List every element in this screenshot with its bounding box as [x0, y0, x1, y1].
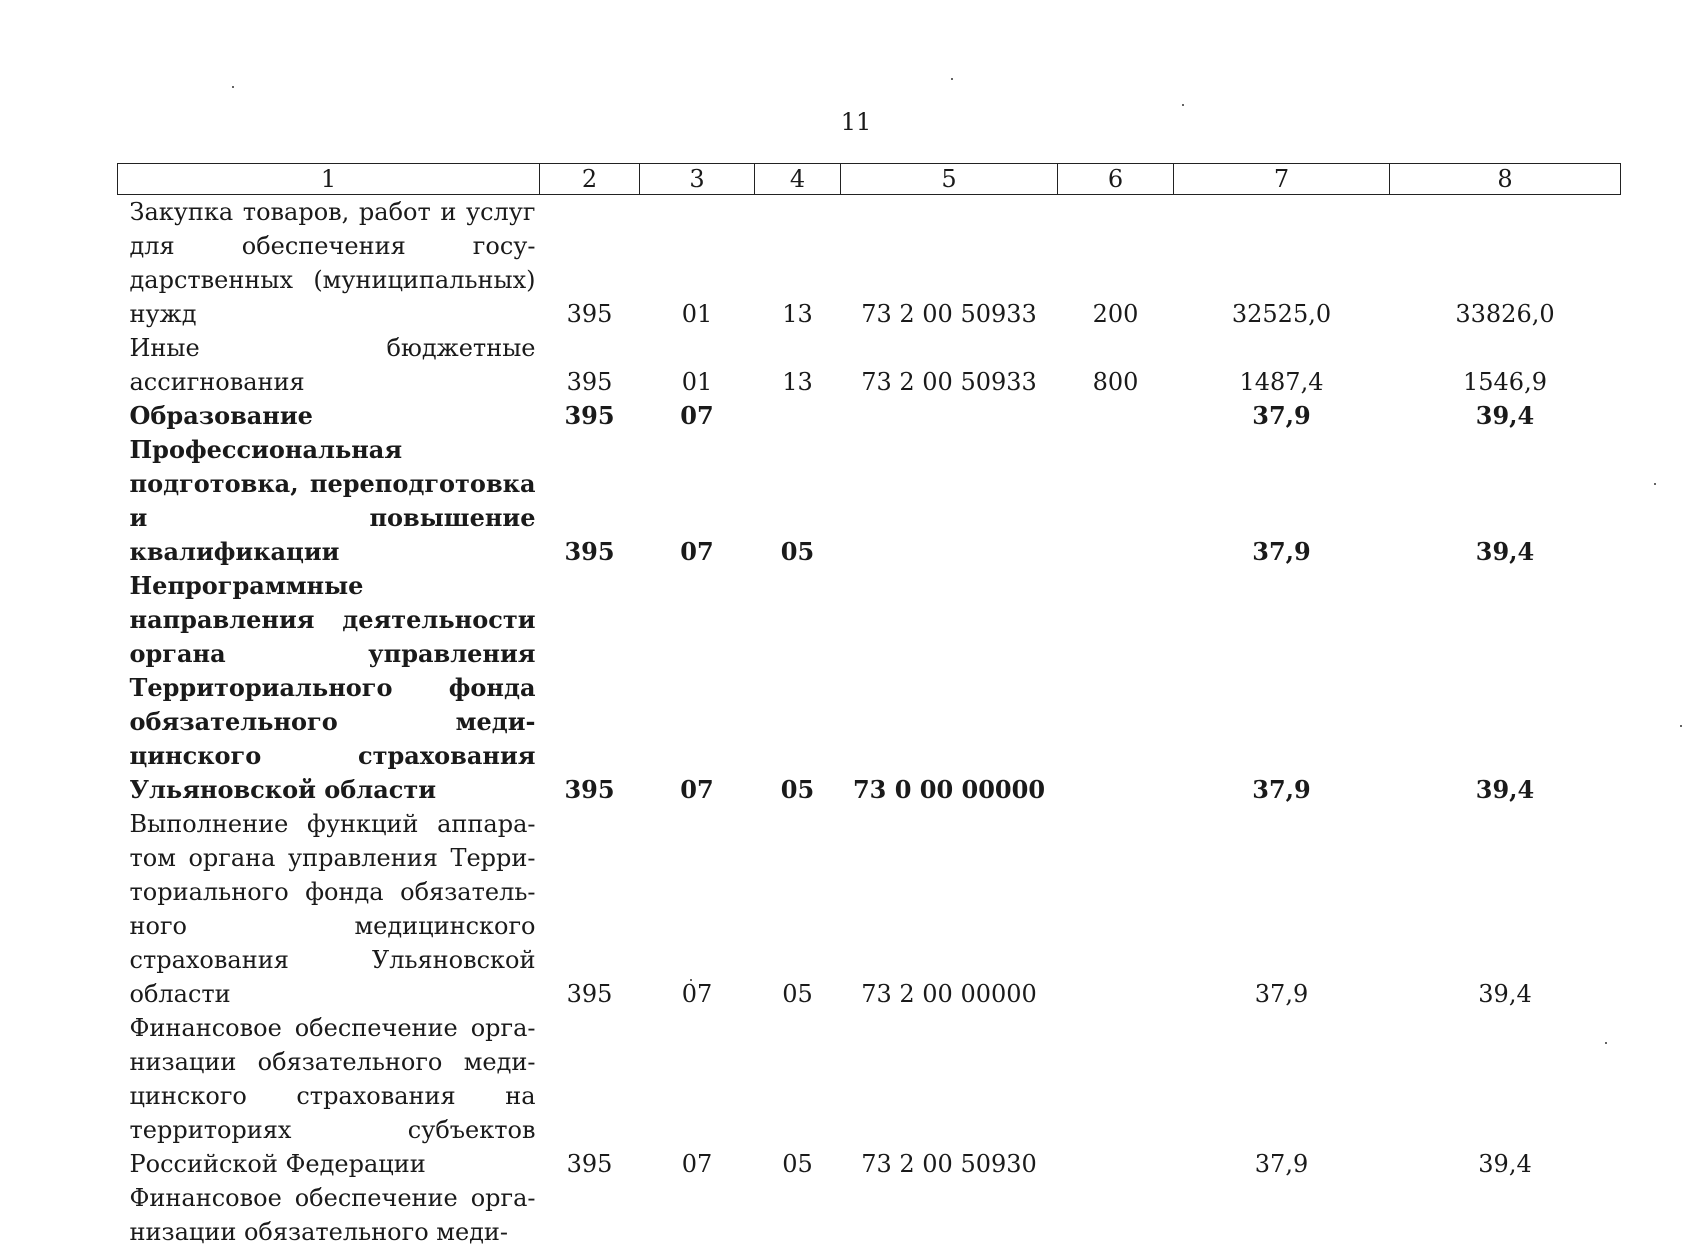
scan-speck — [1680, 725, 1682, 727]
row-cell — [540, 1181, 640, 1249]
row-cell — [1058, 399, 1174, 433]
row-cell: 39,4 — [1475, 775, 1535, 804]
row-cell: 395 — [566, 1150, 613, 1178]
row-cell: 01 — [681, 368, 713, 396]
row-cell: 395 — [564, 401, 615, 430]
row-cell: 1487,4 — [1239, 368, 1324, 396]
scan-speck — [1654, 483, 1656, 485]
row-cell — [1174, 1181, 1390, 1249]
row-cell: 07 — [680, 537, 714, 566]
table-row — [118, 399, 1621, 433]
row-cell: 05 — [780, 775, 815, 804]
row-cell: 37,9 — [1254, 980, 1309, 1008]
row-cell — [1058, 1011, 1174, 1181]
row-cell: 73 2 00 50930 — [861, 1150, 1037, 1178]
row-name: Закупка товаров, работ и услуг для обеспечения государственных (муниципальных) нужд — [129, 198, 536, 328]
column-header: 1 — [118, 164, 540, 195]
table-row — [118, 195, 1621, 332]
row-cell: 73 2 00 50933 — [861, 300, 1037, 328]
row-cell: 395 — [564, 775, 615, 804]
column-header: 6 — [1058, 164, 1174, 195]
row-cell: 37,9 — [1254, 1150, 1309, 1178]
row-cell: 07 — [680, 775, 714, 804]
row-cell: 39,4 — [1475, 401, 1535, 430]
row-cell: 395 — [566, 980, 613, 1008]
row-cell: 395 — [564, 537, 615, 566]
row-cell — [1390, 1181, 1621, 1249]
row-cell: 800 — [1092, 368, 1139, 396]
row-cell: 13 — [782, 368, 813, 396]
table-row — [118, 331, 1621, 399]
row-cell — [755, 399, 841, 433]
row-cell — [841, 433, 1058, 569]
row-cell: 37,9 — [1252, 775, 1311, 804]
row-cell: 73 2 00 00000 — [861, 980, 1037, 1008]
row-cell — [841, 1181, 1058, 1249]
table-row — [118, 569, 1621, 807]
row-name: Финансовое обеспечение организации обязательного медицинского страхования на территориях субъектов Российской Федерации — [129, 1014, 536, 1178]
scan-speck — [951, 78, 953, 80]
table-row — [118, 1181, 1621, 1249]
row-cell — [841, 399, 1058, 433]
row-cell: 05 — [782, 1150, 813, 1178]
row-cell: 05 — [780, 537, 815, 566]
column-header: 2 — [540, 164, 640, 195]
table-row — [118, 807, 1621, 1011]
row-cell: 200 — [1092, 300, 1139, 328]
row-cell — [640, 1181, 755, 1249]
scan-speck — [1182, 104, 1184, 106]
row-cell: 32525,0 — [1231, 300, 1332, 328]
row-cell: 73 0 00 00000 — [852, 775, 1046, 804]
row-cell: 395 — [566, 368, 613, 396]
row-name: Профессиональная подготовка, переподготовка и повышение квалификации — [129, 435, 536, 566]
row-cell: 01 — [681, 300, 713, 328]
row-cell: 39,4 — [1478, 1150, 1532, 1178]
row-cell: 07 — [681, 1150, 713, 1178]
column-header: 3 — [640, 164, 755, 195]
row-cell: 37,9 — [1252, 401, 1311, 430]
page-number: 11 — [840, 108, 872, 136]
row-cell — [1058, 1181, 1174, 1249]
table-row — [118, 433, 1621, 569]
column-header: 7 — [1174, 164, 1390, 195]
row-cell: 05 — [782, 980, 813, 1008]
row-cell: 37,9 — [1252, 537, 1311, 566]
row-name: Образование — [129, 401, 313, 430]
scan-speck — [232, 86, 234, 88]
row-name: Непрограммные направления деятельности органа управления Территориального фонда обязательного медицинского страхования Ульяновской области — [129, 571, 536, 804]
budget-table — [117, 163, 1621, 1249]
row-cell — [1058, 569, 1174, 807]
row-cell: 33826,0 — [1455, 300, 1555, 328]
column-header: 4 — [755, 164, 841, 195]
row-cell: 73 2 00 50933 — [861, 368, 1037, 396]
row-cell: 13 — [782, 300, 813, 328]
column-header: 5 — [841, 164, 1058, 195]
row-name: Выполнение функций аппаратом органа управления Территориального фонда обязательного медицинского страхования Ульяновской области — [129, 810, 536, 1008]
row-cell: 39,4 — [1478, 980, 1532, 1008]
row-cell: 39,4 — [1475, 537, 1535, 566]
row-cell: 395 — [566, 300, 613, 328]
row-cell — [1058, 433, 1174, 569]
row-name: Иные бюджетные ассигнования — [129, 334, 536, 396]
row-cell — [1058, 807, 1174, 1011]
table-header-row — [118, 164, 1621, 195]
table-row — [118, 1011, 1621, 1181]
row-name: Финансовое обеспечение организации обязательного меди- — [129, 1184, 536, 1246]
row-cell — [755, 1181, 841, 1249]
row-cell: 1546,9 — [1463, 368, 1547, 396]
column-header: 8 — [1390, 164, 1621, 195]
row-cell: 07 — [680, 401, 714, 430]
row-cell: 07 — [681, 980, 713, 1008]
